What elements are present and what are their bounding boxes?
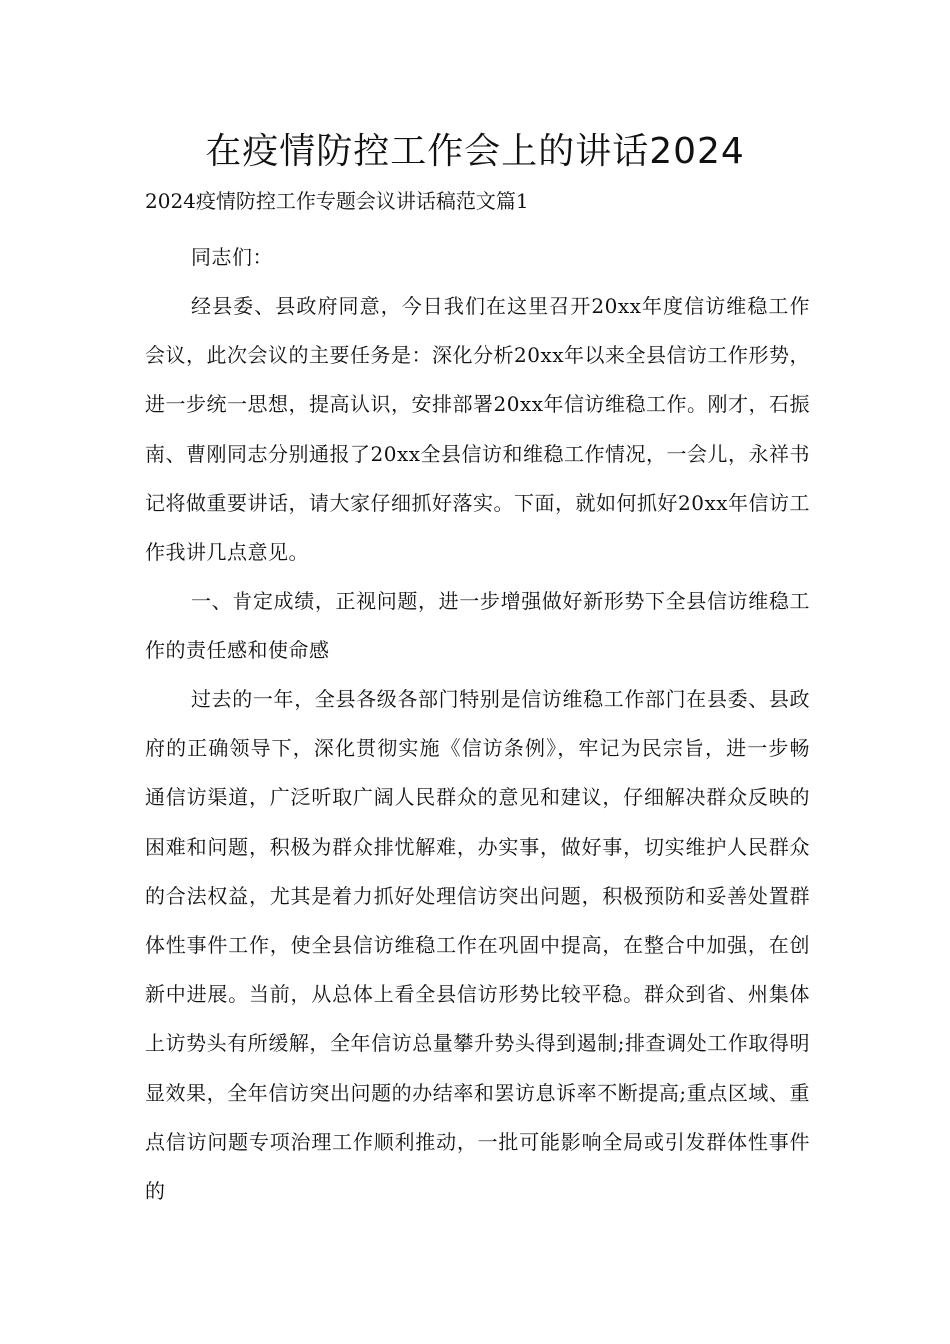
section-heading-1: 一、肯定成绩，正视问题，进一步增强做好新形势下全县信访维稳工作的责任感和使命感	[145, 589, 810, 663]
paragraph-opening: 经县委、县政府同意，今日我们在这里召开20xx年度信访维稳工作会议，此次会议的主要任务是：深化分析20xx年以来全县信访工作形势，进一步统一思想，提高认识，安排部署20xx年信访维稳工作。刚才，石振南、曹刚同志分别通报了20xx全县信访和维稳工作情况，一会儿，永祥书记将做重要讲话，请大家仔细抓好落实。下面，就如何抓好20xx年信访工作我讲几点意见。	[145, 294, 811, 565]
greeting: 同志们：	[191, 245, 273, 269]
document-subtitle: 2024疫情防控工作专题会议讲话稿范文篇1	[145, 189, 529, 213]
document-title: 在疫情防控工作会上的讲话2024	[205, 131, 745, 172]
paragraph-achievements: 过去的一年，全县各级各部门特别是信访维稳工作部门在县委、县政府的正确领导下，深化贯彻实施《信访条例》，牢记为民宗旨，进一步畅通信访渠道，广泛听取广阔人民群众的意见和建议，仔细解决群众反映的困难和问题，积极为群众排忧解难，办实事，做好事，切实维护人民群众的合法权益，尤其是着力抓好处理信访突出问题，积极预防和妥善处置群体性事件工作，使全县信访维稳工作在巩固中提高，在整合中加强，在创新中进展。当前，从总体上看全县信访形势比较平稳。群众到省、州集体上访势头有所缓解，全年信访总量攀升势头得到遏制;排查调处工作取得明显效果，全年信访突出问题的办结率和罢访息诉率不断提高;重点区域、重点信访问题专项治理工作顺利推动，一批可能影响全局或引发群体性事件的	[145, 687, 810, 1204]
